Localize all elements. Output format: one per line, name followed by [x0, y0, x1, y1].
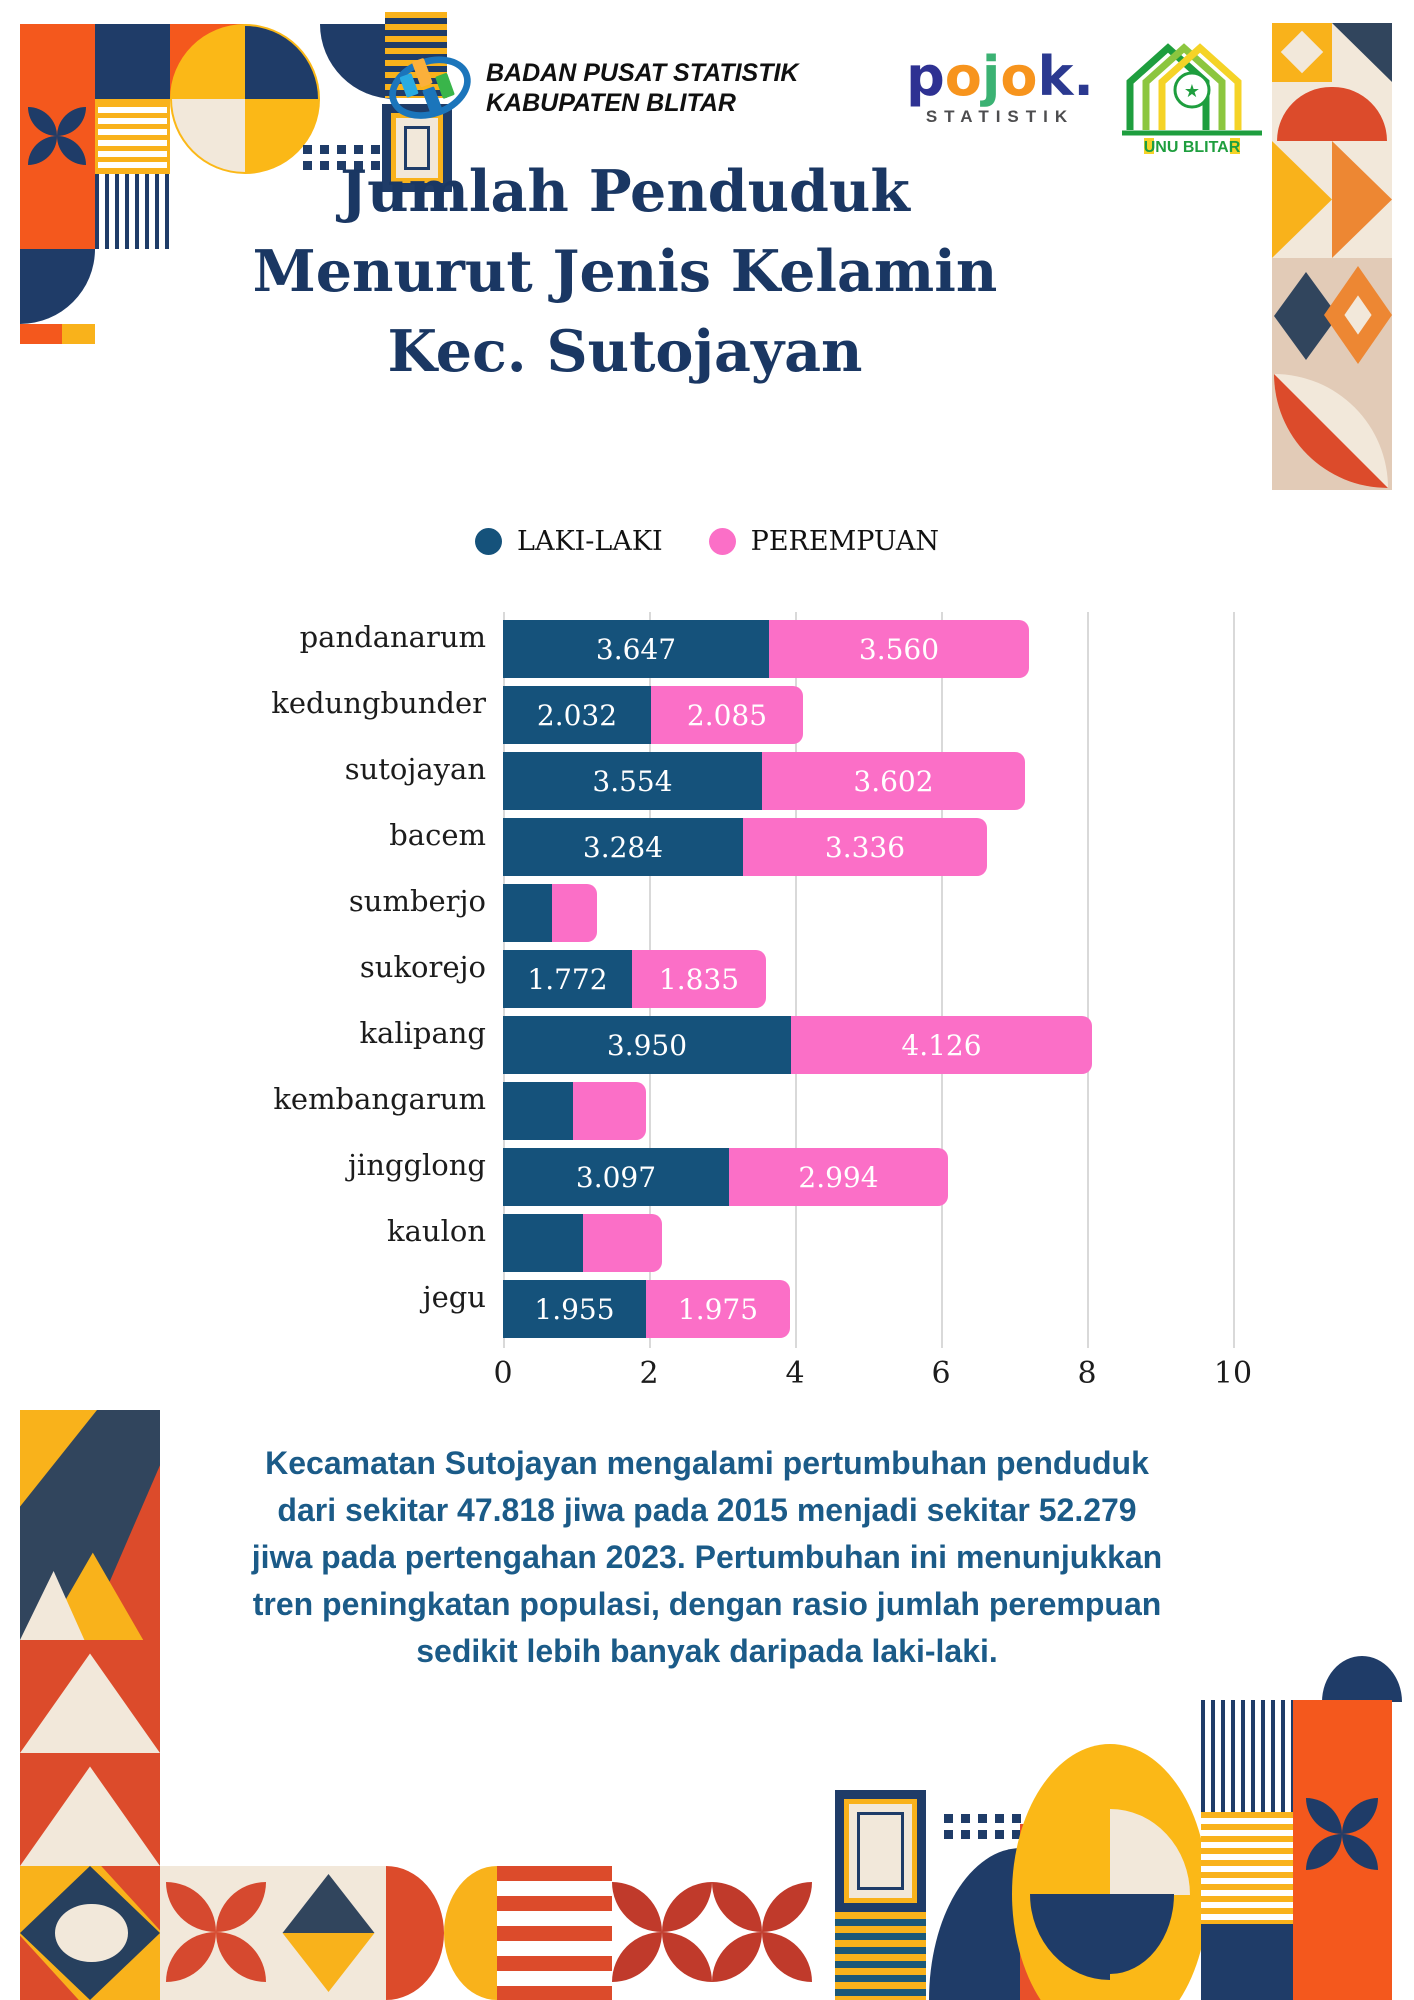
decor-half-circle	[444, 1866, 497, 2000]
legend-label: LAKI-LAKI	[517, 526, 663, 557]
petal-flower-icon	[1306, 1798, 1378, 1870]
gridline	[941, 612, 943, 1348]
summary-line: dari sekitar 47.818 jiwa pada 2015 menjadi sekitar 52.279	[277, 1492, 1137, 1528]
category-label: kaulon	[387, 1214, 486, 1248]
gridline	[1233, 612, 1235, 1348]
bar-value-label: 1.835	[658, 962, 740, 996]
decor-square	[20, 1753, 160, 1866]
bar-perempuan	[762, 752, 1025, 810]
bar-perempuan	[791, 1016, 1092, 1074]
unu-blitar-logo	[1116, 30, 1268, 164]
bar-laki-laki	[503, 1280, 646, 1338]
decor-square	[271, 1866, 386, 2000]
bar-laki-laki	[503, 1016, 791, 1074]
unu-blitar-logo-icon	[1116, 30, 1268, 160]
bps-logo	[388, 44, 799, 132]
bar-value-label: 1.955	[534, 1292, 615, 1326]
decor-square	[1201, 1924, 1293, 2000]
gridline	[1087, 612, 1089, 1348]
bar-laki-laki	[503, 752, 762, 810]
bar-perempuan	[552, 884, 597, 942]
pojok-subtitle: STATISTIK	[925, 107, 1075, 126]
legend-item	[475, 526, 663, 557]
title-line1: Jumlah Penduduk	[340, 158, 910, 225]
category-label: kedungbunder	[271, 686, 486, 720]
pojok-statistik-logo	[890, 45, 1110, 127]
bps-logo-icon	[388, 44, 472, 132]
decor-square	[95, 24, 170, 99]
legend-dot	[475, 528, 502, 555]
decor-triangle	[20, 1753, 160, 1866]
summary-line: sedikit lebih banyak daripada laki-laki.	[416, 1633, 998, 1669]
decor-half-circle	[386, 1866, 444, 2000]
bar-laki-laki	[503, 1148, 729, 1206]
bps-line1: BADAN PUSAT STATISTIK	[486, 59, 799, 87]
bar-perempuan	[651, 686, 803, 744]
bar-value-label: 3.097	[575, 1160, 657, 1194]
summary-line: tren peningkatan populasi, dengan rasio jumlah perempuan	[252, 1586, 1162, 1622]
pojok-letter: o	[1000, 45, 1038, 108]
bar-value-label: 2.085	[686, 698, 768, 732]
category-label: pandanarum	[299, 620, 486, 654]
summary-line: jiwa pada pertengahan 2023. Pertumbuhan ini menunjukkan	[251, 1539, 1163, 1575]
bar-value-label: 4.126	[901, 1028, 982, 1062]
axis-tick-label: 6	[931, 1356, 951, 1391]
axis-tick-label: 10	[1213, 1356, 1253, 1391]
decor-stripes	[1201, 1700, 1293, 1812]
bar-laki-laki	[503, 1082, 573, 1140]
bar-value-label: 3.602	[853, 764, 934, 798]
decor-quarter-circle	[245, 26, 318, 99]
decor-stripes	[835, 1912, 926, 2000]
svg-text:UNU BLITAR: UNU BLITAR	[1143, 139, 1241, 156]
summary-line: Kecamatan Sutojayan mengalami pertumbuhan penduduk	[265, 1445, 1149, 1481]
category-label: sumberjo	[348, 884, 486, 918]
bar-laki-laki	[503, 620, 769, 678]
petal-flower-icon	[712, 1882, 812, 1982]
legend-dot	[709, 528, 736, 555]
bar-laki-laki	[503, 1214, 583, 1272]
axis-tick-label: 8	[1077, 1356, 1097, 1391]
bar-perempuan	[743, 818, 987, 876]
category-label: kalipang	[359, 1016, 486, 1050]
axis-tick-label: 4	[785, 1356, 805, 1391]
axis-tick-label: 0	[493, 1356, 513, 1391]
bar-perempuan	[573, 1082, 646, 1140]
bar-value-label: 3.336	[824, 830, 906, 864]
summary-paragraph	[0, 1440, 1414, 1675]
petal-flower-icon	[612, 1882, 712, 1982]
bar-perempuan	[729, 1148, 948, 1206]
pojok-wordmark	[890, 45, 1110, 108]
bar-value-label: 3.554	[592, 764, 673, 798]
bar-value-label: 3.560	[858, 632, 940, 666]
category-label: sutojayan	[344, 752, 486, 786]
bar-value-label: 3.647	[595, 632, 677, 666]
decor-square	[1332, 23, 1392, 82]
legend-item	[709, 526, 939, 557]
decor-diamond	[1344, 295, 1371, 334]
title-line3: Kec. Sutojayan	[387, 318, 863, 385]
decor-frame	[835, 1790, 926, 1912]
bar-laki-laki	[503, 950, 632, 1008]
category-label: jingglong	[347, 1148, 486, 1182]
page-title	[10, 152, 1240, 392]
decor-quarter-circle	[320, 24, 395, 99]
pojok-letter: .	[1073, 45, 1094, 108]
svg-text:★: ★	[1183, 81, 1201, 102]
pojok-letter: j	[981, 45, 1001, 108]
bar-laki-laki	[503, 686, 651, 744]
category-label: bacem	[389, 818, 486, 852]
bar-value-label: 1.975	[677, 1292, 759, 1326]
bar-laki-laki	[503, 884, 552, 942]
legend-label: PEREMPUAN	[750, 526, 939, 557]
stacked-bar-chart	[0, 612, 1414, 1402]
axis-tick-label: 2	[639, 1356, 659, 1391]
bar-perempuan	[632, 950, 766, 1008]
bar-value-label: 2.032	[536, 698, 618, 732]
bps-logo-text	[486, 58, 799, 118]
category-label: kembangarum	[273, 1082, 486, 1116]
chart-legend	[0, 526, 1414, 557]
bar-laki-laki	[503, 818, 743, 876]
decor-triangle	[1332, 23, 1392, 82]
petal-flower-icon	[166, 1882, 266, 1982]
bar-value-label: 3.950	[606, 1028, 688, 1062]
decor-stripes	[497, 1866, 612, 2000]
bar-perempuan	[583, 1214, 662, 1272]
pojok-letter: k	[1037, 45, 1074, 108]
bar-perempuan	[646, 1280, 790, 1338]
decor-square	[20, 24, 95, 99]
decor-stripes	[1201, 1812, 1293, 1924]
category-label: jegu	[422, 1280, 486, 1314]
pojok-letter: p	[906, 45, 945, 108]
decor-ellipse	[55, 1904, 128, 1963]
bar-value-label: 2.994	[798, 1160, 879, 1194]
pojok-letter: o	[944, 45, 982, 108]
bar-value-label: 3.284	[582, 830, 664, 864]
decor-leaf	[1274, 374, 1388, 488]
decor-square	[20, 1866, 160, 2000]
bar-perempuan	[769, 620, 1029, 678]
category-label: sukorejo	[359, 950, 486, 984]
decor-dome	[929, 1848, 1021, 2000]
bar-value-label: 1.772	[527, 962, 608, 996]
bps-line2: KABUPATEN BLITAR	[486, 89, 736, 117]
title-line2: Menurut Jenis Kelamin	[252, 238, 998, 305]
